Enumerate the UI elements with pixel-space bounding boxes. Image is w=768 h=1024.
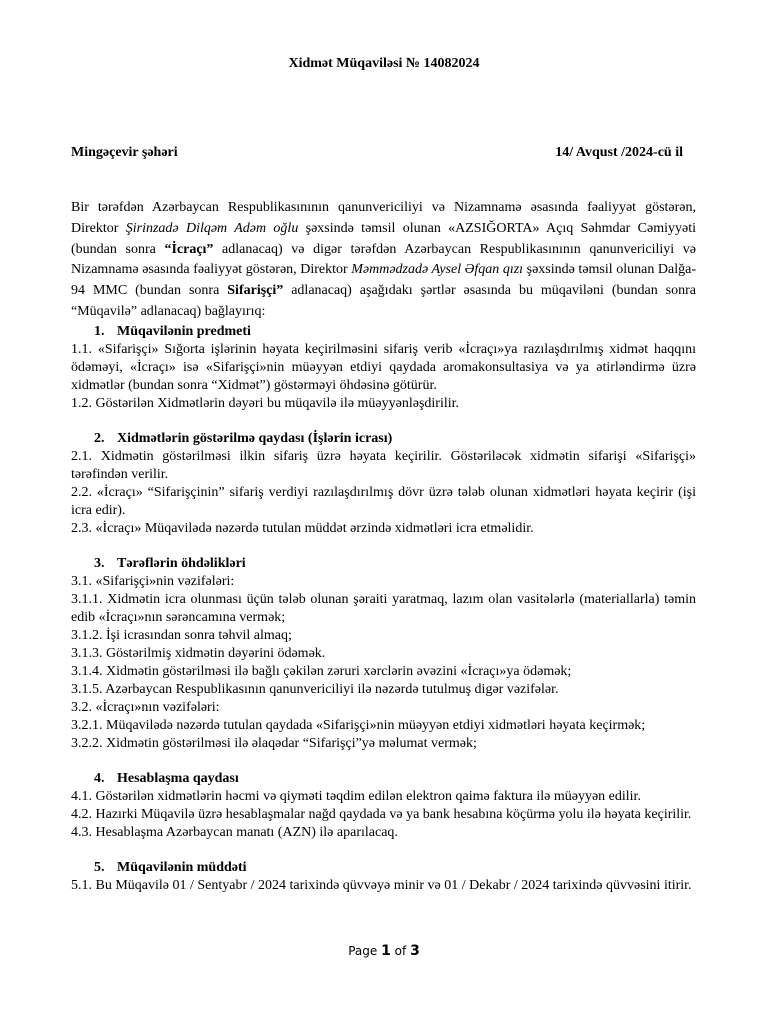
section-heading-4: 4. Hesablaşma qaydası [94,770,239,786]
clause-3-2-1: 3.2.1. Müqavilədə nəzərdə tutulan qaydada «Sifarişçi»nin müəyyən etdiyi xidmətləri həyata keçirmək; [71,717,646,733]
clause-1-1: 1.1. «Sifarişçi» Sığorta işlərinin həyata keçirilməsini sifariş verib «İcraçı»ya razılaşdırılmış xidmət haqqını ödəməyi, «İcraçı» isə «Sifarişçi»nin müəyyən etdiyi qaydada aromakonsultasiya və ya ətirləndirmə üzrə xidmətlər (bundan sonra “Xidmət”) göstərməyi öhdəsinə götürür. [71,341,696,393]
section-heading-1: 1. Müqavilənin predmeti [94,323,251,339]
of-word: of [394,944,407,958]
contract-date: 14/ Avqust /2024-cü il [555,145,683,160]
city-date-row [71,145,683,161]
document-body [71,198,696,895]
clause-3-2: 3.2. «İcraçı»nın vəzifələri: [71,699,220,715]
intro-text-2: şəxsində təmsil olunan «AZSIĞORTA» Açıq Səhmdar Cəmiyyəti (bundan sonra [71,220,696,257]
director-1-name: Şirinzadə Dilqəm Adəm oğlu [125,220,299,236]
contract-title: Xidmət Müqaviləsi № 14082024 [288,56,480,71]
clause-4-2: 4.2. Hazırki Müqavilə üzrə hesablaşmalar nağd qaydada və ya bank hesabına köçürmə yolu ilə həyata keçirilir. [71,806,692,822]
clause-3-1-3: 3.1.3. Göstərilmiş xidmətin dəyərini ödəmək. [71,645,326,661]
page-footer [0,943,768,959]
clause-2-3: 2.3. «İcraçı» Müqavilədə nəzərdə tutulan müddət ərzində xidmətləri icra etməlidir. [71,520,534,536]
clause-3-2-2: 3.2.2. Xidmətin göstərilməsi ilə əlaqədar “Sifarişçi”yə məlumat vermək; [71,735,477,751]
executor-term: “İcraçı” [164,241,214,257]
current-page-number: 1 [381,943,391,959]
director-2-name: Məmmədzadə Aysel Əfqan qızı [351,262,524,278]
clause-2-2: 2.2. «İcraçı» “Sifarişçinin” sifariş verdiyi razılaşdırılmış dövr üzrə tələb olunan xidmətləri həyata keçirir (işi icra edir). [71,484,696,518]
clause-5-1: 5.1. Bu Müqavilə 01 / Sentyabr / 2024 tarixində qüvvəyə minir və 01 / Dekabr / 2024 tarixində qüvvəsini itirir. [71,877,692,893]
intro-paragraph [71,198,696,323]
page-word: Page [348,944,378,958]
section-heading-3: 3. Tərəflərin öhdəlikləri [94,555,246,571]
intro-text-4: şəxsində təmsil olunan Dalğa-94 MMC (bundan sonra [71,262,696,299]
clause-2-1: 2.1. Xidmətin göstərilməsi ilkin sifariş üzrə həyata keçirilir. Göstəriləcək xidmətin sifarişi «Sifarişçi» tərəfindən verilir. [71,448,696,482]
customer-term: Sifarişçi” [227,283,284,299]
clause-3-1-1: 3.1.1. Xidmətin icra olunması üçün tələb olunan şəraiti yaratmaq, lazım olan vasitələrlə (materiallarla) təmin edib «İcraçı»nın sərəncamına vermək; [71,591,696,625]
intro-text-3: adlanacaq) və digər tərəfdən Azərbaycan Respublikasınının qanunvericiliyi və Nizamnamə əsasında fəaliyyət göstərən, Direktor [71,241,697,278]
section-heading-2: 2. Xidmətlərin göstərilmə qaydası (İşlərin icrası) [94,430,393,446]
clause-3-1-2: 3.1.2. İşi icrasından sonra təhvil almaq; [71,627,292,643]
clause-3-1-5: 3.1.5. Azərbaycan Respublikasının qanunvericiliyi ilə nəzərdə tutulmuş digər vəzifələr. [71,681,559,697]
total-pages: 3 [410,943,420,959]
clause-3-1-4: 3.1.4. Xidmətin göstərilməsi ilə bağlı çəkilən zəruri xərclərin əvəzini «İcraçı»ya ödəmək; [71,663,572,679]
clause-3-1: 3.1. «Sifarişçi»nin vəzifələri: [71,573,235,589]
clause-4-1: 4.1. Göstərilən xidmətlərin həcmi və qiyməti təqdim edilən elektron qaimə faktura ilə müəyyən edilir. [71,788,641,804]
clause-1-2: 1.2. Göstərilən Xidmətlərin dəyəri bu müqavilə ilə müəyyənləşdirilir. [71,395,460,411]
intro-text-1: Bir tərəfdən Azərbaycan Respublikasınının qanunvericiliyi və Nizamnamə əsasında fəaliyyət göstərən, Direktor [71,200,696,236]
intro-text-5: adlanacaq) aşağıdakı şərtlər əsasında bu müqaviləni (bundan sonra “Müqavilə” adlanacaq) bağlayırıq: [71,283,696,319]
clause-4-3: 4.3. Hesablaşma Azərbaycan manatı (AZN) ilə aparılacaq. [71,824,398,840]
city-name: Mingəçevir şəhəri [71,145,178,160]
section-heading-5: 5. Müqavilənin müddəti [94,859,247,875]
